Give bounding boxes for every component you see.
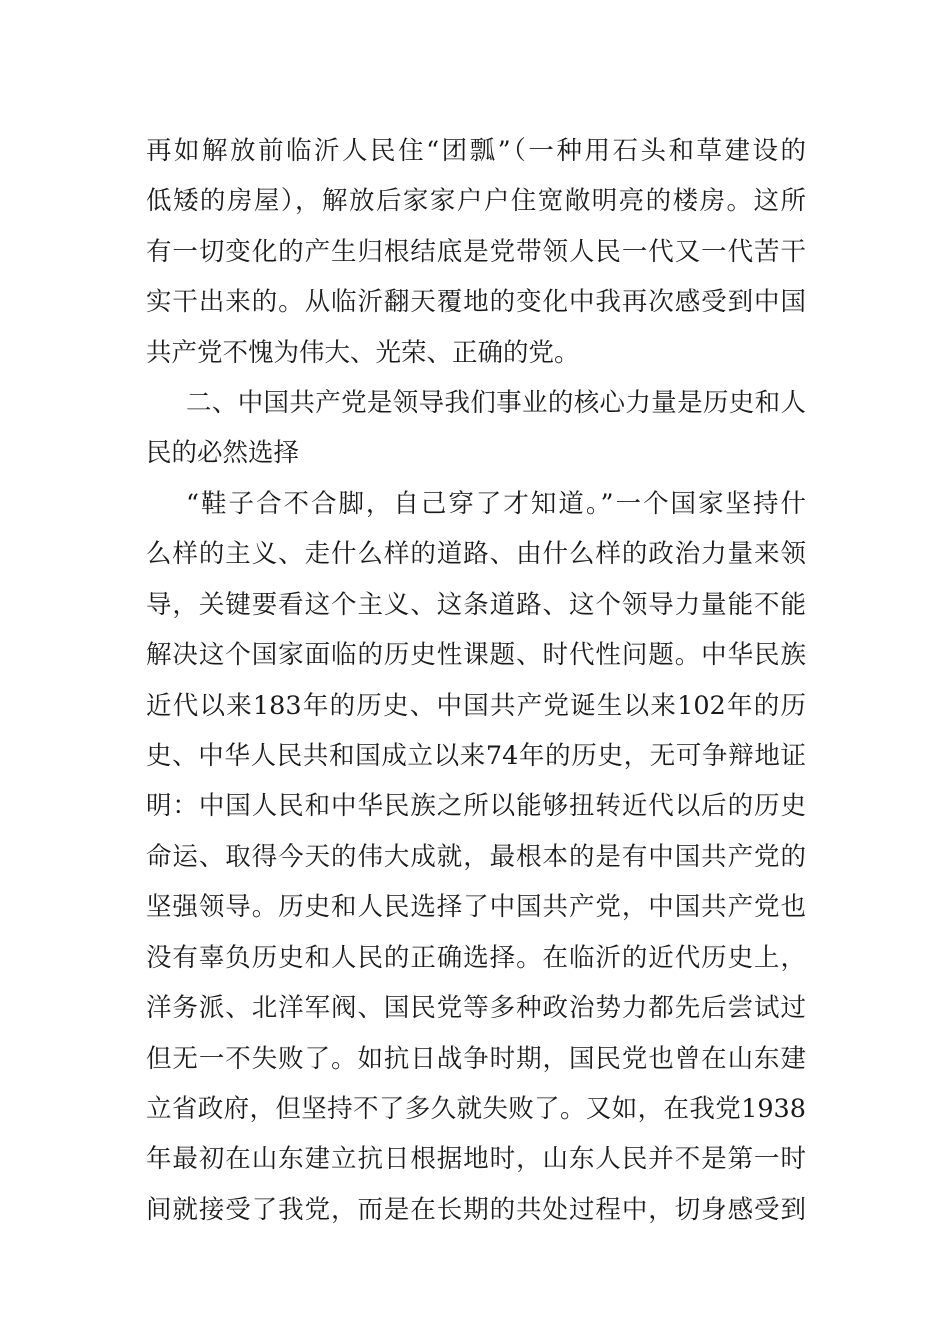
- paragraph-line: 低矮的房屋），解放后家家户户住宽敞明亮的楼房。这所: [146, 186, 806, 216]
- paragraph-line: 史、中华人民共和国成立以来74年的历史，无可争辩地证: [146, 741, 806, 771]
- paragraph-line: 实干出来的。从临沂翻天覆地的变化中我再次感受到中国: [146, 287, 806, 317]
- paragraph-line: “鞋子合不合脚，自己穿了才知道。”一个国家坚持什: [186, 489, 806, 519]
- paragraph-line: 洋务派、北洋军阀、国民党等多种政治势力都先后尝试过: [146, 993, 806, 1023]
- paragraph-line: 近代以来183年的历史、中国共产党诞生以来102年的历: [146, 691, 806, 721]
- paragraph-line: 解决这个国家面临的历史性课题、时代性问题。中华民族: [146, 640, 806, 670]
- paragraph-line: 坚强领导。历史和人民选择了中国共产党，中国共产党也: [146, 892, 806, 922]
- paragraph-line: 但无一不失败了。如抗日战争时期，国民党也曾在山东建: [146, 1044, 806, 1074]
- section-heading: 二、中国共产党是领导我们事业的核心力量是历史和人: [186, 388, 806, 418]
- paragraph-line: 再如解放前临沂人民住“团瓢”（一种用石头和草建设的: [146, 136, 806, 166]
- paragraph-line: 年最初在山东建立抗日根据地时，山东人民并不是第一时: [146, 1144, 806, 1174]
- paragraph-line: 共产党不愧为伟大、光荣、正确的党。: [146, 338, 580, 368]
- section-heading-continued: 民的必然选择: [146, 438, 300, 468]
- paragraph-line: 间就接受了我党，而是在长期的共处过程中，切身感受到: [146, 1195, 806, 1225]
- paragraph-line: 么样的主义、走什么样的道路、由什么样的政治力量来领: [146, 539, 806, 569]
- paragraph-line: 没有辜负历史和人民的正确选择。在临沂的近代历史上，: [146, 943, 806, 973]
- paragraph-line: 导，关键要看这个主义、这条道路、这个领导力量能不能: [146, 590, 806, 620]
- paragraph-line: 立省政府，但坚持不了多久就失败了。又如，在我党1938: [146, 1094, 806, 1124]
- paragraph-line: 明：中国人民和中华民族之所以能够扭转近代以后的历史: [146, 791, 806, 821]
- paragraph-line: 有一切变化的产生归根结底是党带领人民一代又一代苦干: [146, 237, 806, 267]
- paragraph-line: 命运、取得今天的伟大成就，最根本的是有中国共产党的: [146, 842, 806, 872]
